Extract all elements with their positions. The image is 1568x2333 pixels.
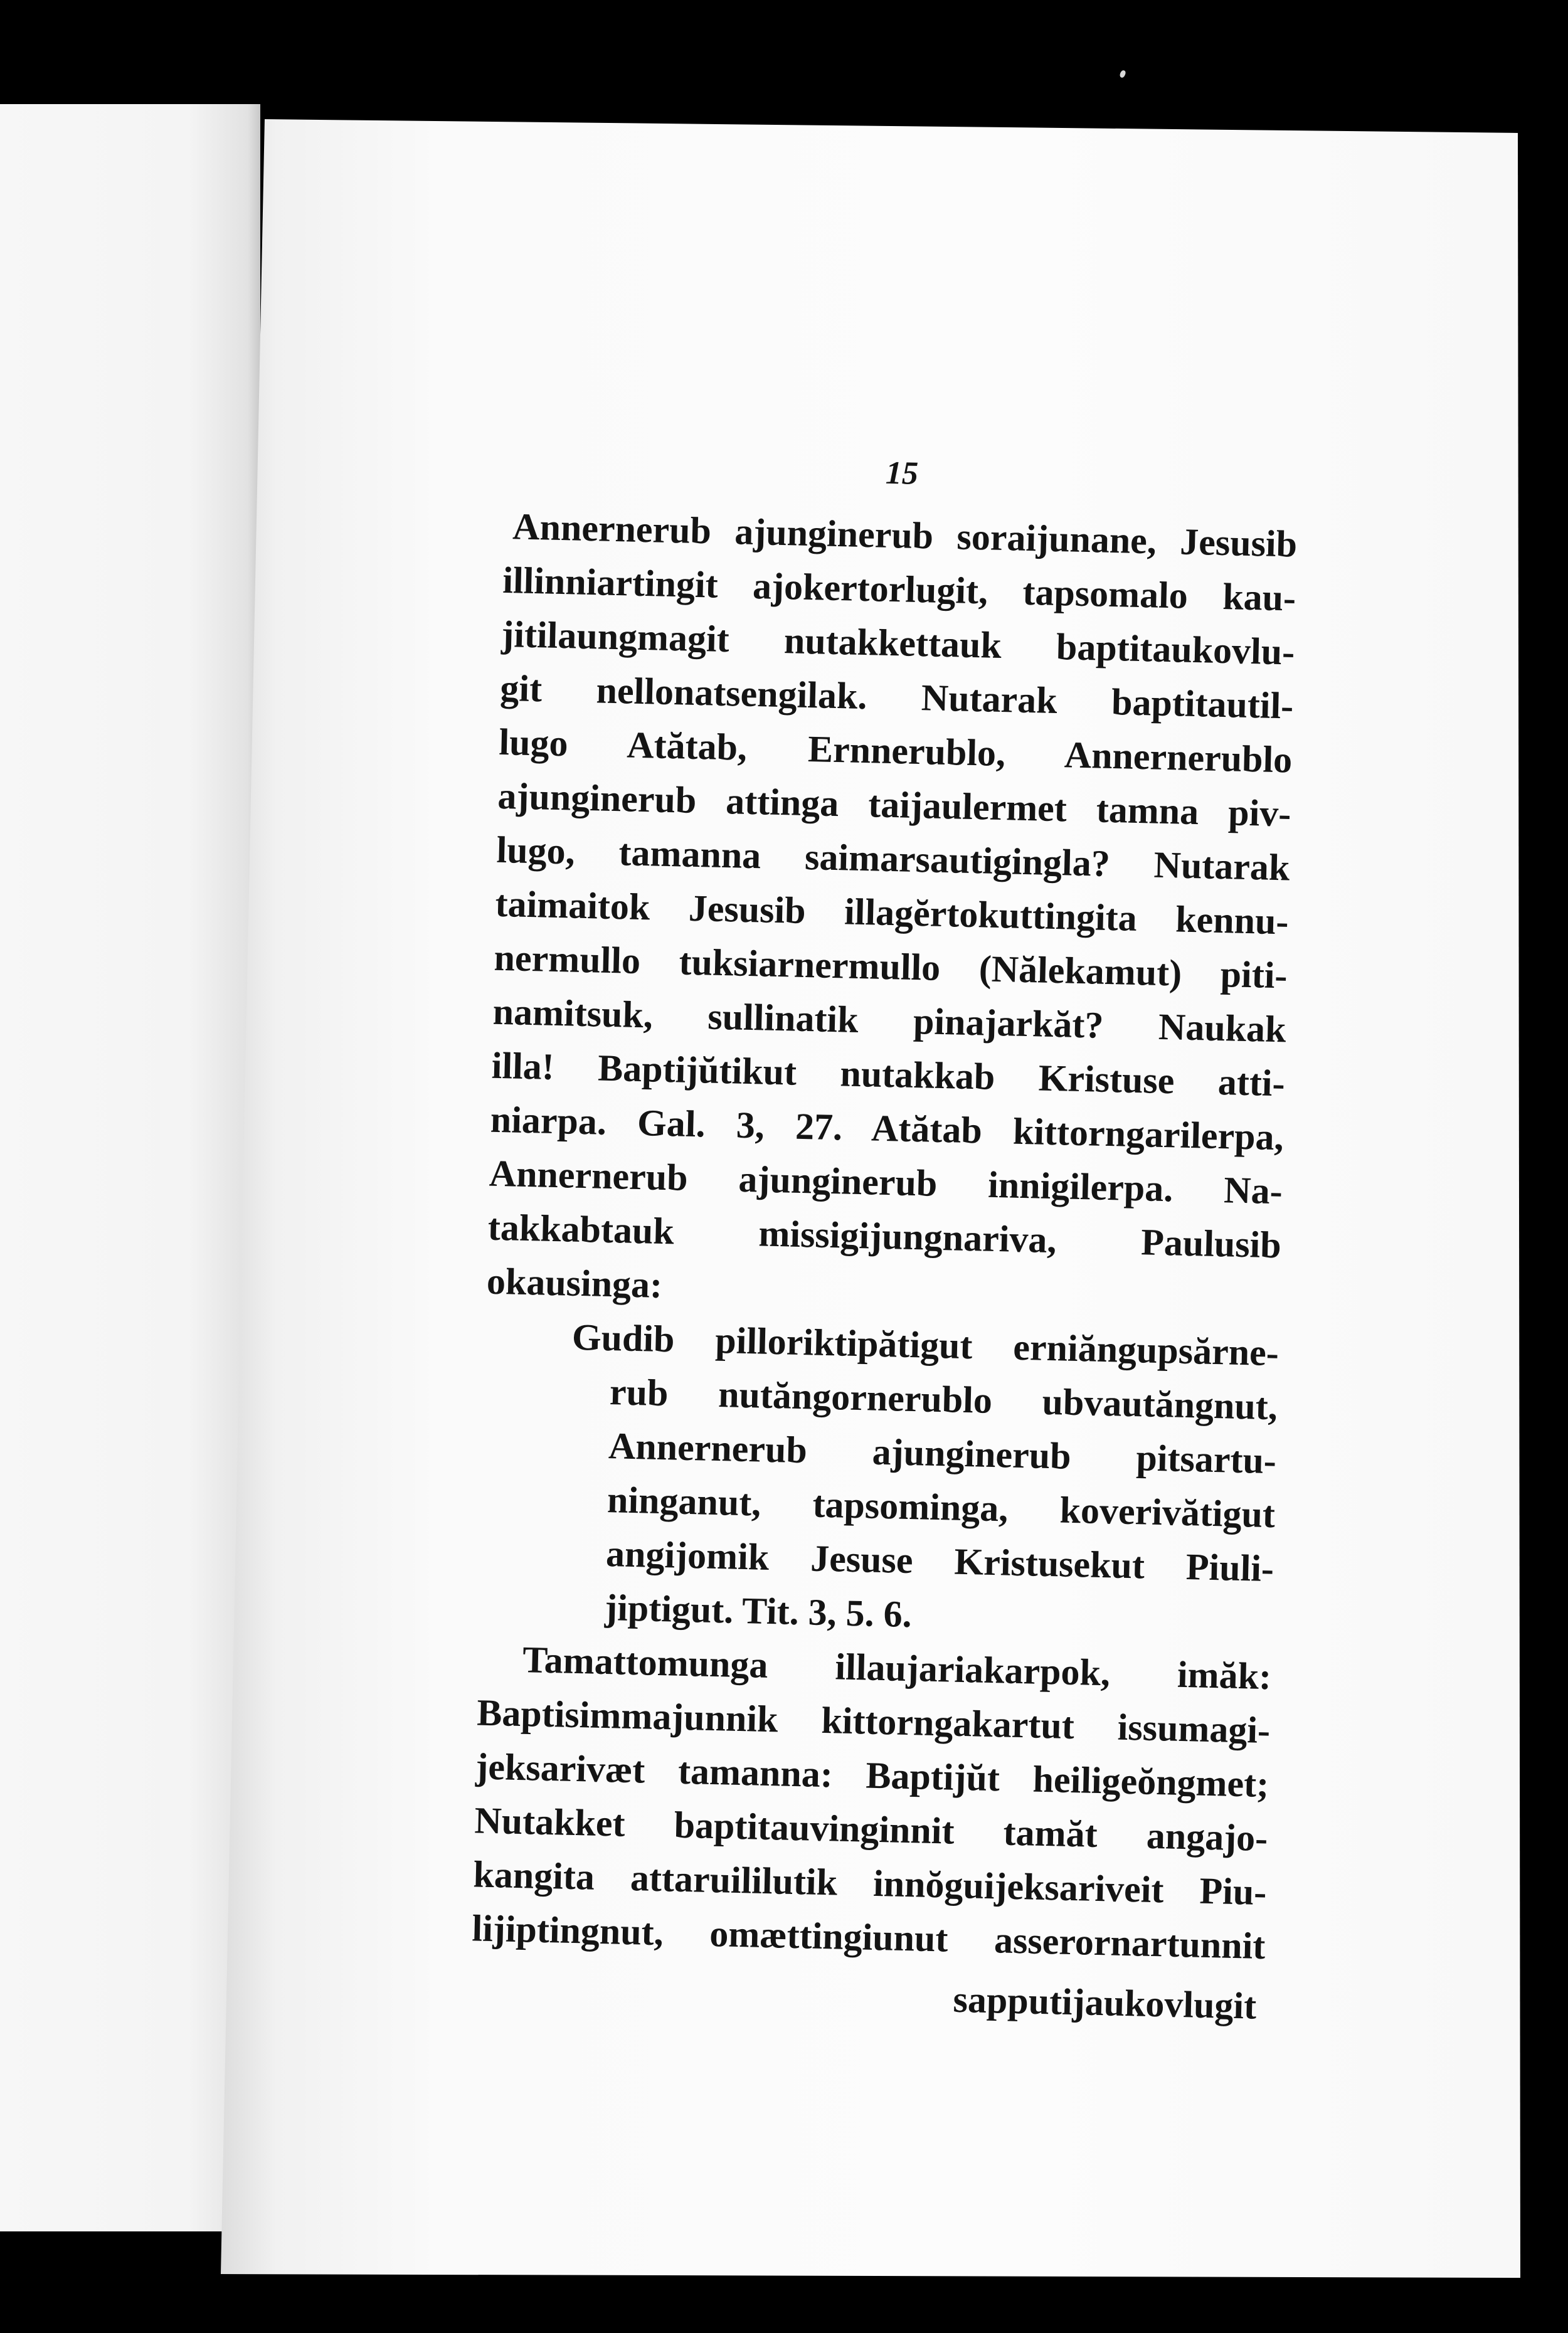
text-line: jeksarivæt tamanna: Baptijŭt heiligeŏngmet; [475, 1745, 1269, 1806]
text-line: okausinga: [486, 1260, 663, 1306]
text-line: takkabtauk missigijungnariva, Paulusib [487, 1206, 1282, 1266]
quote-line: Annernerub ajunginerub pitsartu- [608, 1425, 1277, 1482]
text-line: niarpa. Gal. 3, 27. Atătab kittorngarilerpa, [490, 1098, 1285, 1158]
quote-line: rub nutăngornerublo ubvautăngnut, [609, 1371, 1278, 1428]
text-line: Tamattomunga illaujariakarpok, imăk: [522, 1639, 1272, 1698]
quote-line: angijomik Jesuse Kristusekut Piuli- [605, 1533, 1274, 1590]
text-line: namitsuk, sullinatik pinajarkăt? Naukak [492, 990, 1287, 1050]
page-number: 15 [885, 455, 919, 492]
text-line: illinniartingit ajokertorlugit, tapsomalo kau- [502, 559, 1296, 619]
scripture-quote [479, 1308, 1279, 1650]
ink-speck [1119, 70, 1126, 78]
text-line: illa! Baptijŭtikut nutakkab Kristuse atti- [491, 1044, 1286, 1104]
text-line: kangita attaruililutik innŏguijeksariveit Piu- [472, 1853, 1268, 1913]
text-line: ajunginerub attinga taijaulermet tamna piv- [497, 775, 1292, 835]
text-line: Baptisimmajunnik kittorngakartut issumagi- [476, 1691, 1271, 1752]
quote-line: ninganut, tapsominga, koverivătigut [607, 1479, 1276, 1536]
text-line: Annernerub ajunginerub soraijunane, Jesusib [512, 505, 1298, 565]
text-line: jitilaungmagit nutakkettauk baptitaukovlu- [501, 613, 1295, 673]
text-line: lugo Atătab, Ernnerublo, Annernerublo [498, 721, 1293, 781]
text-line: git nellonatsengilak. Nutarak baptitautil- [499, 667, 1294, 727]
quote-line: jiptigut. Tit. 3, 5. 6. [604, 1587, 913, 1636]
text-line: nermullo tuksiarnermullo (Nălekamut) piti- [494, 936, 1288, 997]
text-line: Nutakket baptitauvinginnit tamăt angajo- [474, 1799, 1268, 1860]
catchword: sapputijaukovlugit [952, 1978, 1257, 2027]
page-text-block [470, 430, 1299, 2033]
text-line: Annernerub ajunginerub innigilerpa. Na- [489, 1152, 1283, 1212]
text-line: lijiptingnut, omættingiunut asserornartunnit [471, 1907, 1266, 1967]
text-line: taimaitok Jesusib illagĕrtokuttingita kennu- [494, 882, 1290, 943]
text-line: lugo, tamanna saimarsautigingla? Nutarak [495, 828, 1291, 889]
quote-line: Gudib pilloriktipătigut erniăngupsărne- [571, 1316, 1279, 1374]
left-page [0, 104, 260, 2231]
